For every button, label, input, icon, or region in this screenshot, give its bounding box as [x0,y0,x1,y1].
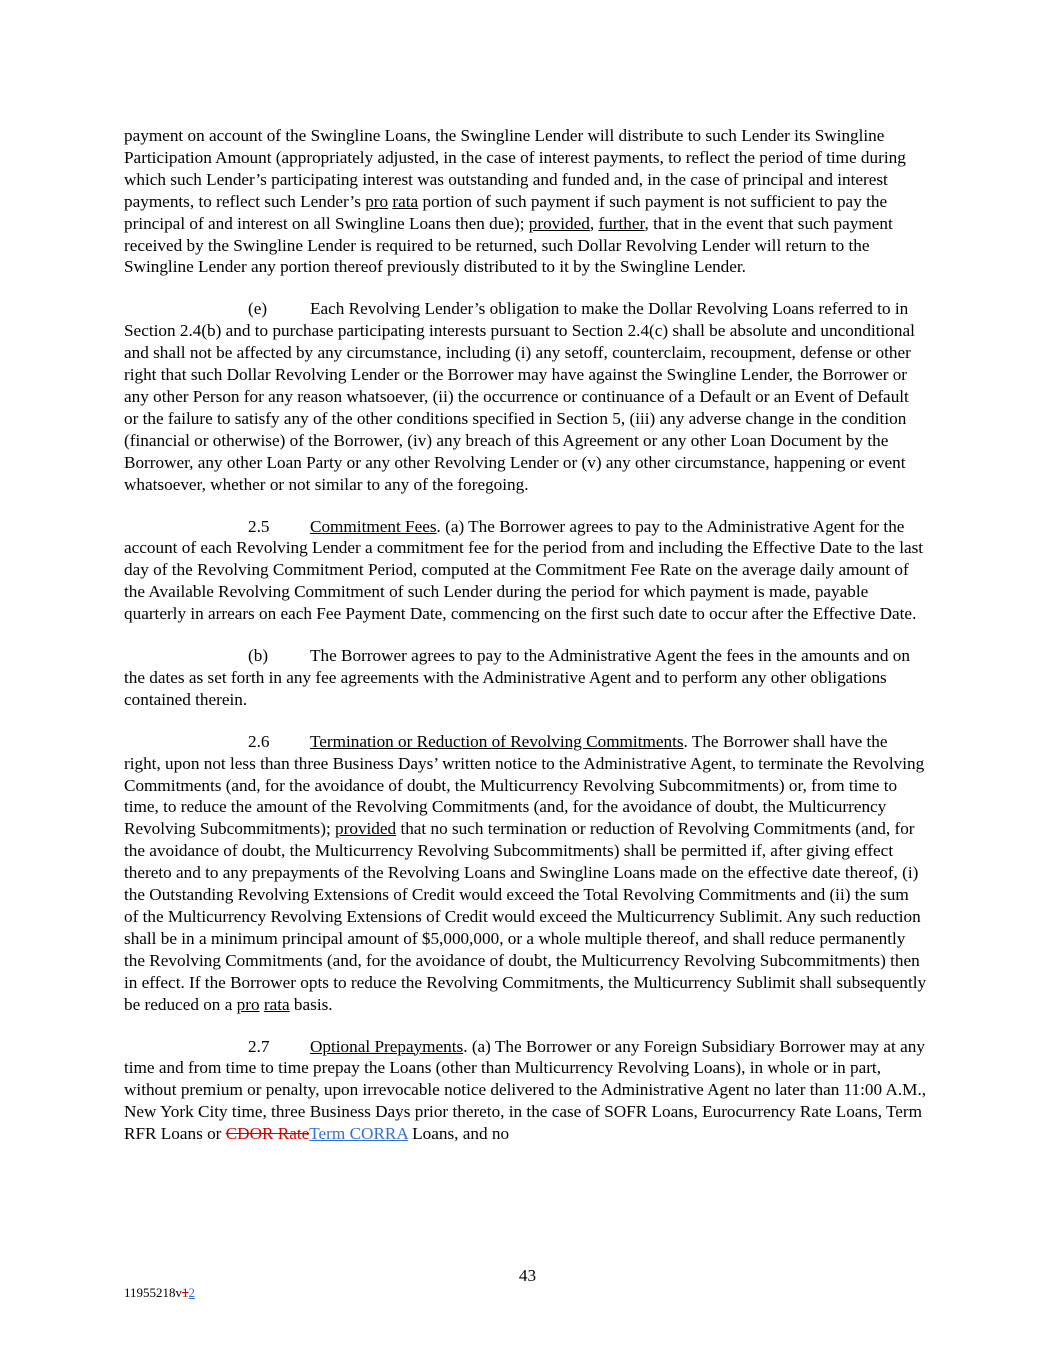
text-run: portion of such payment if such payment is not sufficient to pay the principal of and interest on all Swingline Loans then due); [124,191,888,233]
text-run: that no such termination or reduction of Revolving Commitments (and, for the avoidance of doubt, the Multicurrency Revolving Subcommitments) shall be permitted if, after giving effect thereto and to any prepayments of the Revolving Loans and Swingline Loans made on the effective date thereof, (i) the Outstanding Revolving Extensions of Credit would exceed the Total Revolving Commitments and (ii) the sum of the Multicurrency Revolving Extensions of Credit would exceed the Multicurrency Sublimit. Any such reduction shall be in a minimum principal amount of $5,000,000, or a whole multiple thereof, and shall reduce permanently the Revolving Commitments (and, for the avoidance of doubt, the Multicurrency Revolving Subcommitments) then in effect. If the Borrower opts to reduce the Revolving Commitments, the Multicurrency Sublimit shall subsequently be reduced on a [124,819,927,1014]
text-run: . (a) The Borrower agrees to pay to the Administrative Agent for the account of each Revolving Lender a commitment fee for the period from and including the Effective Date to the last day of the Revolving Commitment Period, computed at the Commitment Fee Rate on the average daily amount of the Available Revolving Commitment of such Lender during the period for which payment is made, payable quarterly in arrears on each Fee Payment Date, commencing on the first such date to occur after the Effective Date. [124,516,924,624]
document-id [124,1285,195,1301]
section-heading: Commitment Fees [310,516,437,536]
text-run: Loans, and no [407,1124,510,1144]
text-run: . The Borrower shall have the right, upon not less than three Business Days’ written notice to the Administrative Agent, to terminate the Revolving Commitments (and, for the avoidance of doubt, the Multicurrency Revolving Subcommitments) or, from time to time, to reduce the amount of the Revolving Commitments (and, for the avoidance of doubt, the Multicurrency Revolving Subcommitments); [124,731,925,839]
text-run: basis. [289,994,333,1014]
text-run: , [589,213,599,233]
section-heading: Optional Prepayments [310,1036,464,1056]
clause-label: (e) [248,299,268,319]
term-provided: provided [335,819,397,839]
doc-id-prefix: 11955218v [124,1285,183,1300]
tracked-deletion: CDOR Rate [225,1124,310,1144]
doc-id-inserted-version: 2 [188,1285,196,1300]
text-run: , that in the event that such payment received by the Swingline Lender is required to be returned, such Dollar Revolving Lender will return to the Swingline Lender any portion thereof previously distributed to it by the Swingline Lender. [124,213,893,277]
page-number: 43 [518,1266,537,1285]
section-2-5-commitment-fees [124,516,927,626]
doc-id-deleted-version: 1 [182,1285,189,1300]
section-number: 2.5 [248,516,270,536]
document-body [124,125,927,1165]
clause-label: (b) [248,646,269,666]
section-2-7-optional-prepayments [124,1036,927,1146]
term-rata: rata [392,191,419,211]
section-heading: Termination or Reduction of Revolving Commitments [310,731,684,751]
term-pro: pro [236,994,260,1014]
term-rata: rata [263,994,290,1014]
section-number: 2.7 [248,1036,270,1056]
section-2-6-termination [124,731,927,1016]
section-number: 2.6 [248,731,270,751]
text-run: payment on account of the Swingline Loans, the Swingline Lender will distribute to such Lender its Swingline Participation Amount (appropriately adjusted, in the case of interest payments, to reflect the period of time during which such Lender’s participating interest was outstanding and funded and, in the case of principal and interest payments, to reflect such Lender’s [124,126,906,211]
text-run: Each Revolving Lender’s obligation to make the Dollar Revolving Loans referred to in Section 2.4(b) and to purchase participating interests pursuant to Section 2.4(c) shall be absolute and unconditional and shall not be affected by any circumstance, including (i) any setoff, counterclaim, recoupment, defense or other right that such Dollar Revolving Lender or the Borrower may have against the Swingline Lender, the Borrower or any other Person for any reason whatsoever, (ii) the occurrence or continuance of a Default or an Event of Default or the failure to satisfy any of the other conditions specified in Section 5, (iii) any adverse change in the condition (financial or otherwise) of the Borrower, (iv) any breach of this Agreement or any other Loan Document by the Borrower, any other Loan Party or any other Revolving Lender or (v) any other circumstance, happening or event whatsoever, whether or not similar to any of the foregoing. [124,299,915,494]
term-further: further [598,213,645,233]
paragraph-2-4-e [124,298,927,495]
term-provided: provided [528,213,590,233]
paragraph-swingline-distribution [124,125,927,278]
tracked-insertion: Term CORRA [309,1124,408,1144]
text-run: The Borrower agrees to pay to the Administrative Agent the fees in the amounts and on the dates as set forth in any fee agreements with the Administrative Agent and to perform any other obligations contained therein. [124,646,910,709]
term-pro: pro [365,191,389,211]
text-run: . (a) The Borrower or any Foreign Subsidiary Borrower may at any time and from time to time prepay the Loans (other than Multicurrency Revolving Loans), in whole or in part, without premium or penalty, upon irrevocable notice delivered to the Administrative Agent no later than 11:00 A.M., New York City time, three Business Days prior thereto, in the case of SOFR Loans, Eurocurrency Rate Loans, Term RFR Loans or [124,1036,927,1144]
paragraph-2-5-b [124,645,927,711]
